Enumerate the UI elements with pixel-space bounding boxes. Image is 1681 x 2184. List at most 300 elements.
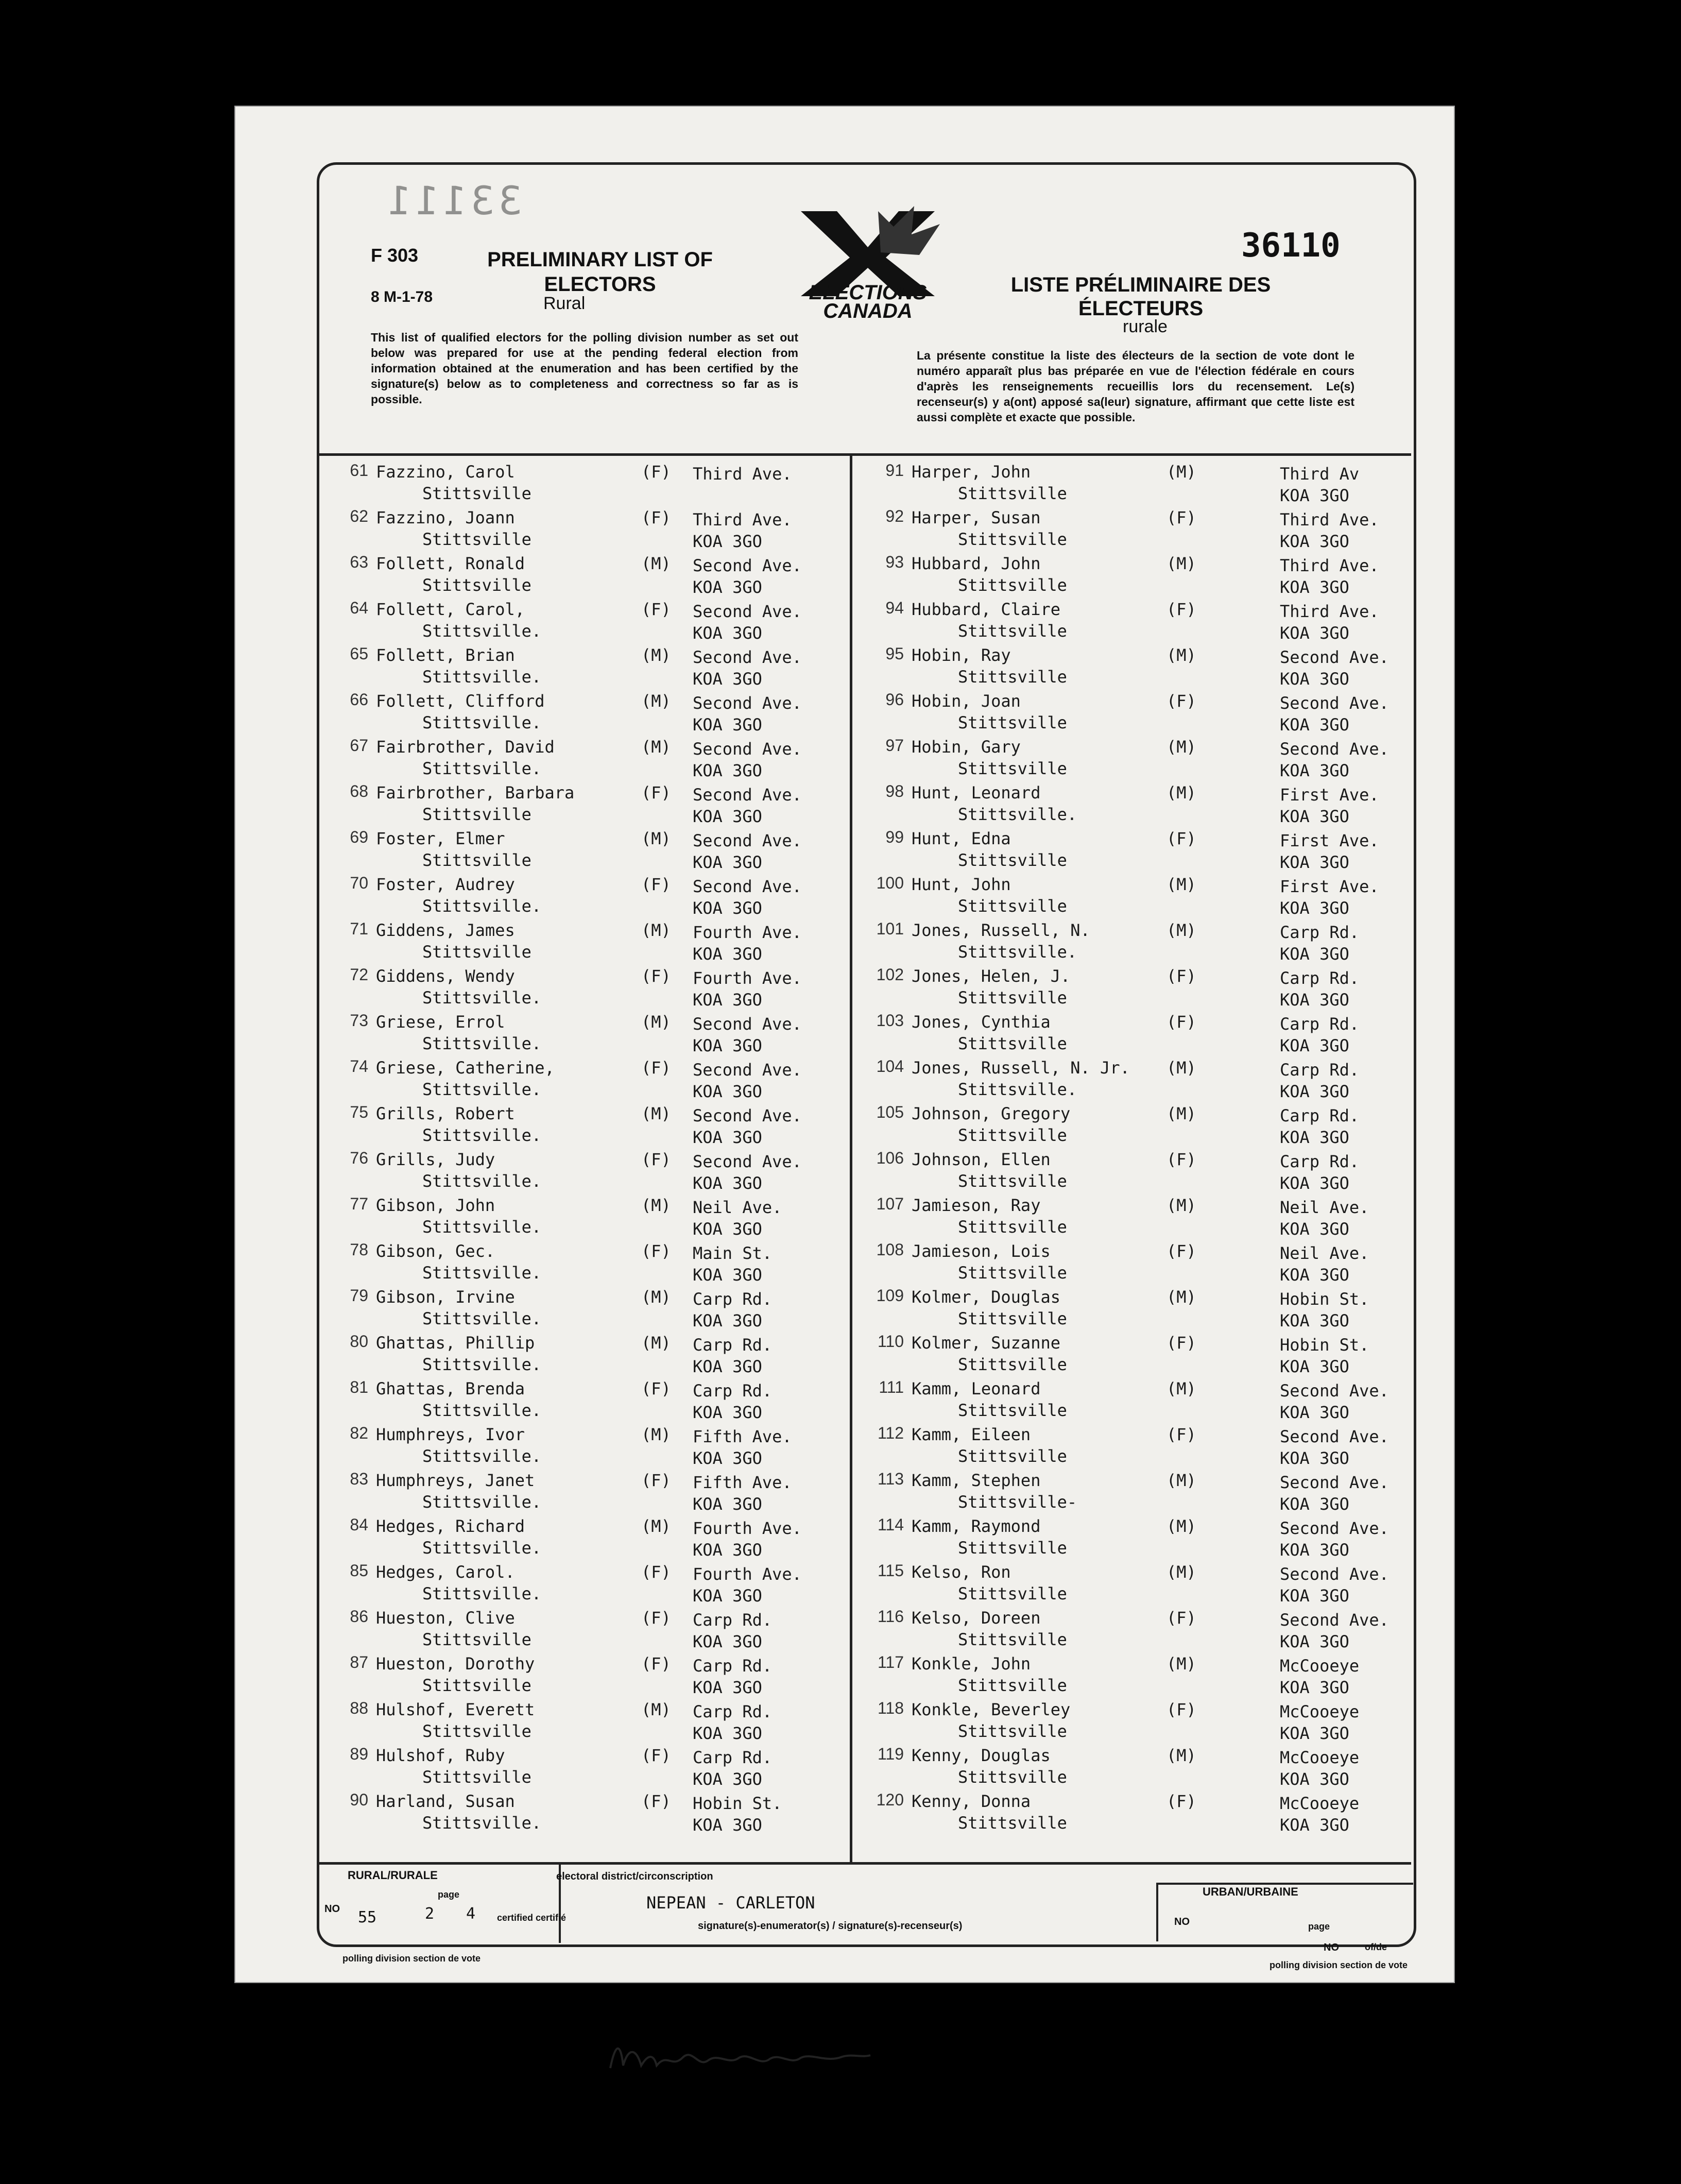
elector-street: Carp Rd.: [693, 1610, 773, 1630]
elector-name: Humphreys, Janet: [376, 1471, 535, 1490]
elector-town: Stittsville.: [422, 1401, 542, 1420]
elector-town: Stittsville: [958, 1125, 1067, 1145]
footer: [317, 1865, 1411, 1970]
form-date: 8 M-1-78: [371, 288, 433, 305]
elector-name: Jones, Cynthia: [912, 1012, 1051, 1032]
elector-postal-code: KOA 3GO: [1280, 1769, 1349, 1789]
elector-number: 103: [876, 1011, 904, 1030]
elector-sex: (F): [1167, 600, 1196, 619]
elector-street: Second Ave.: [693, 647, 802, 667]
elector-postal-code: KOA 3GO: [693, 715, 762, 735]
elector-sex: (F): [641, 600, 671, 619]
elector-sex: (F): [641, 783, 671, 803]
elector-street: Fourth Ave.: [693, 923, 802, 942]
elector-postal-code: KOA 3GO: [693, 1724, 762, 1743]
elector-town: Stittsville: [958, 1676, 1067, 1695]
elector-number: 76: [350, 1149, 368, 1167]
elector-town: Stittsville: [958, 1767, 1067, 1787]
intro-english: This list of qualified electors for the polling division number as set out below was prepared for use at the pending federal election from information obtained at the enumeration and has been certified by the signature(s) below as to completeness and correctness so far as is possible.: [371, 331, 798, 406]
elector-name: Jones, Russell, N. Jr.: [912, 1058, 1130, 1078]
elector-sex: (M): [1167, 1746, 1196, 1765]
elector-town: Stittsville: [958, 575, 1067, 595]
elector-number: 100: [876, 874, 904, 892]
electors-list-left: [322, 461, 837, 1836]
elector-postal-code: KOA 3GO: [1280, 1082, 1349, 1101]
elector-sex: (M): [641, 829, 671, 848]
elector-town: Stittsville.: [958, 942, 1077, 962]
elector-sex: (F): [1167, 1700, 1196, 1719]
elector-sex: (M): [1167, 1471, 1196, 1490]
elector-entry: [322, 1424, 837, 1470]
logo-text: ELECTIONS CANADA: [809, 281, 927, 322]
elector-entry: [857, 690, 1389, 736]
elector-entry: [857, 1424, 1389, 1470]
elector-number: 61: [350, 461, 368, 480]
elector-sex: (F): [641, 875, 671, 894]
elector-entry: [322, 553, 837, 599]
elector-name: Hueston, Clive: [376, 1608, 515, 1628]
elector-name: Harper, Susan: [912, 508, 1041, 527]
elector-town: Stittsville: [958, 1171, 1067, 1191]
elector-number: 101: [876, 919, 904, 938]
elector-name: Harland, Susan: [376, 1791, 515, 1811]
elector-number: 104: [876, 1057, 904, 1076]
elector-town: Stittsville: [958, 988, 1067, 1008]
elector-name: Fairbrother, David: [376, 737, 555, 757]
elector-postal-code: KOA 3GO: [693, 944, 762, 964]
elector-postal-code: KOA 3GO: [1280, 990, 1349, 1010]
elector-town: Stittsville.: [422, 1446, 542, 1466]
elector-entry: [857, 782, 1379, 828]
title-french: LISTE PRÉLIMINAIRE DES ÉLECTEURS: [1010, 274, 1271, 320]
elector-sex: (F): [1167, 508, 1196, 527]
elector-sex: (F): [641, 1471, 671, 1490]
elector-sex: (M): [1167, 875, 1196, 894]
elector-entry: [322, 1195, 837, 1240]
elector-postal-code: KOA 3GO: [693, 1632, 762, 1651]
elector-postal-code: KOA 3GO: [693, 1173, 762, 1193]
elector-street: Carp Rd.: [693, 1656, 773, 1676]
elector-sex: (F): [1167, 1241, 1196, 1261]
elector-town: Stittsville: [958, 621, 1067, 641]
elector-town: Stittsville: [958, 896, 1067, 916]
elector-postal-code: KOA 3GO: [693, 990, 762, 1010]
elector-postal-code: KOA 3GO: [1280, 1586, 1349, 1606]
elector-postal-code: KOA 3GO: [693, 1357, 762, 1376]
elector-entry: [857, 1149, 1373, 1195]
elector-number: 70: [350, 874, 368, 892]
elector-street: Second Ave.: [693, 1152, 802, 1171]
elector-town: Stittsville: [958, 1813, 1067, 1833]
elector-entry: [857, 874, 1379, 919]
elector-sex: (F): [641, 1058, 671, 1078]
certified-label: certified certifié: [497, 1913, 567, 1923]
elector-sex: (M): [1167, 1058, 1196, 1078]
elector-name: Jones, Russell, N.: [912, 920, 1090, 940]
elector-town: Stittsville: [958, 1401, 1067, 1420]
elector-town: Stittsville.: [422, 988, 542, 1008]
elector-sex: (F): [641, 1379, 671, 1398]
elector-entry: [322, 1699, 837, 1745]
elector-number: 116: [877, 1607, 904, 1626]
elector-name: Follett, Carol,: [376, 600, 525, 619]
elector-entry: [322, 874, 837, 919]
elector-town: Stittsville: [422, 1767, 531, 1787]
subtitle-english: Rural: [543, 294, 586, 313]
elector-town: Stittsville: [958, 1721, 1067, 1741]
elector-entry: [857, 1286, 1373, 1332]
elector-entry: [857, 644, 1389, 690]
elector-name: Konkle, Beverley: [912, 1700, 1071, 1719]
elector-number: 87: [350, 1653, 368, 1671]
elector-postal-code: KOA 3GO: [1280, 486, 1349, 505]
elector-town: Stittsville: [958, 1630, 1067, 1649]
elector-postal-code: KOA 3GO: [693, 1128, 762, 1147]
elector-name: Hubbard, Claire: [912, 600, 1060, 619]
elector-postal-code: KOA 3GO: [1280, 1724, 1349, 1743]
elector-town: Stittsville: [422, 530, 531, 549]
elector-town: Stittsville.: [422, 1813, 542, 1833]
elector-town: Stittsville.: [422, 896, 542, 916]
elector-postal-code: KOA 3GO: [693, 1678, 762, 1697]
elector-street: Carp Rd.: [693, 1748, 773, 1767]
elector-number: 99: [885, 828, 904, 846]
elector-postal-code: KOA 3GO: [693, 1494, 762, 1514]
polling-division-label: polling division section de vote: [342, 1953, 481, 1964]
elector-entry: [322, 1378, 837, 1424]
elector-number: 92: [885, 507, 904, 525]
elector-number: 69: [350, 828, 368, 846]
elector-name: Kolmer, Suzanne: [912, 1333, 1060, 1353]
elector-name: Hunt, Leonard: [912, 783, 1041, 803]
polling-no-label: NO: [324, 1903, 340, 1915]
elector-number: 102: [876, 965, 904, 984]
elector-postal-code: KOA 3GO: [1280, 1403, 1349, 1422]
elector-entry: [857, 736, 1389, 782]
elector-name: Hedges, Carol.: [376, 1562, 515, 1582]
elector-name: Harper, John: [912, 462, 1031, 482]
elector-name: Gibson, Gec.: [376, 1241, 495, 1261]
elector-entry: [857, 1240, 1373, 1286]
elector-number: 73: [350, 1011, 368, 1030]
elector-number: 91: [885, 461, 904, 480]
elector-street: Carp Rd.: [693, 1381, 773, 1401]
elector-number: 109: [876, 1286, 904, 1305]
elector-sex: (F): [1167, 1150, 1196, 1169]
elector-entry: [322, 1607, 837, 1653]
elector-postal-code: KOA 3GO: [1280, 1357, 1349, 1376]
elector-postal-code: KOA 3GO: [693, 1815, 762, 1835]
elector-number: 96: [885, 690, 904, 709]
elector-sex: (M): [641, 1333, 671, 1353]
elector-postal-code: KOA 3GO: [1280, 1448, 1349, 1468]
elector-name: Grills, Judy: [376, 1150, 495, 1169]
urban-of-label: of/de: [1365, 1942, 1387, 1952]
elector-town: Stittsville.: [422, 759, 542, 778]
elector-postal-code: KOA 3GO: [1280, 623, 1349, 643]
elector-street: Second Ave.: [693, 877, 802, 896]
elector-town: Stittsville: [422, 805, 531, 824]
elector-postal-code: KOA 3GO: [693, 761, 762, 780]
elector-sex: (M): [1167, 554, 1196, 573]
column-divider: [850, 456, 852, 1862]
elector-town: Stittsville.: [422, 1263, 542, 1283]
elector-postal-code: KOA 3GO: [1280, 1036, 1349, 1055]
elector-name: Follett, Ronald: [376, 554, 525, 573]
elector-street: Fifth Ave.: [693, 1427, 792, 1446]
elector-postal-code: KOA 3GO: [693, 1540, 762, 1560]
elector-sex: (F): [641, 1150, 671, 1169]
elector-name: Foster, Elmer: [376, 829, 505, 848]
elector-name: Fazzino, Carol: [376, 462, 515, 482]
elector-entry: [857, 1470, 1389, 1515]
elector-town: Stittsville.: [422, 1171, 542, 1191]
elector-street: Second Ave.: [1280, 739, 1389, 759]
elector-street: Hobin St.: [1280, 1289, 1369, 1309]
elector-name: Jones, Helen, J.: [912, 966, 1071, 986]
elector-street: Third Ave.: [1280, 510, 1379, 530]
elector-town: Stittsville.: [958, 805, 1077, 824]
elector-number: 98: [885, 782, 904, 800]
elector-street: Carp Rd.: [1280, 1106, 1360, 1125]
elector-name: Hueston, Dorothy: [376, 1654, 535, 1674]
elector-entry: [322, 461, 837, 507]
elector-entry: [322, 644, 837, 690]
elector-town: Stittsville: [958, 759, 1067, 778]
elector-name: Hobin, Ray: [912, 645, 1011, 665]
elector-entry: [322, 1286, 837, 1332]
elector-town: Stittsville: [958, 1309, 1067, 1328]
elector-postal-code: KOA 3GO: [1280, 1219, 1349, 1239]
elector-town: Stittsville.: [422, 713, 542, 732]
elector-number: 85: [350, 1561, 368, 1580]
elector-sex: (F): [1167, 1608, 1196, 1628]
elector-street: Main St.: [693, 1243, 773, 1263]
elector-entry: [857, 1745, 1373, 1790]
elector-sex: (F): [1167, 829, 1196, 848]
elector-postal-code: KOA 3GO: [693, 669, 762, 689]
elector-town: Stittsville.: [422, 1080, 542, 1099]
elector-number: 68: [350, 782, 368, 800]
elector-street: First Ave.: [1280, 831, 1379, 850]
elector-sex: (M): [1167, 1562, 1196, 1582]
elector-entry: [322, 1332, 837, 1378]
elector-name: Hobin, Gary: [912, 737, 1021, 757]
elector-sex: (M): [1167, 737, 1196, 757]
elector-sex: (F): [641, 462, 671, 482]
electoral-district: NEPEAN - CARLETON: [646, 1893, 815, 1913]
elector-street: Neil Ave.: [1280, 1243, 1369, 1263]
elector-sex: (M): [1167, 1287, 1196, 1307]
elector-town: Stittsville: [958, 1584, 1067, 1603]
elector-sex: (F): [641, 1746, 671, 1765]
elector-town: Stittsville: [958, 713, 1067, 732]
elector-entry: [322, 1515, 837, 1561]
elector-number: 78: [350, 1240, 368, 1259]
elector-town: Stittsville-: [958, 1492, 1077, 1512]
elector-street: Third Ave.: [1280, 602, 1379, 621]
elector-sex: (M): [1167, 783, 1196, 803]
elector-postal-code: KOA 3GO: [693, 1265, 762, 1285]
urban-no-label: NO: [1174, 1916, 1190, 1927]
elector-number: 118: [877, 1699, 904, 1717]
elector-postal-code: KOA 3GO: [1280, 1678, 1349, 1697]
electoral-district-label: electoral district/circonscription: [556, 1871, 713, 1882]
elector-number: 80: [350, 1332, 368, 1351]
elector-street: Fourth Ave.: [693, 968, 802, 988]
elector-postal-code: KOA 3GO: [693, 577, 762, 597]
elector-name: Hobin, Joan: [912, 691, 1021, 711]
elector-sex: (M): [641, 645, 671, 665]
elector-postal-code: KOA 3GO: [693, 852, 762, 872]
rural-label: RURAL/RURALE: [348, 1869, 438, 1882]
elector-number: 90: [350, 1790, 368, 1809]
elector-entry: [857, 1790, 1373, 1836]
elector-entry: [857, 553, 1379, 599]
elector-name: Hubbard, John: [912, 554, 1041, 573]
elector-street: Third Av: [1280, 464, 1360, 484]
elector-entry: [857, 1515, 1389, 1561]
elector-entry: [322, 1790, 837, 1836]
elector-name: Humphreys, Ivor: [376, 1425, 525, 1444]
elector-entry: [857, 828, 1379, 874]
elector-number: 88: [350, 1699, 368, 1717]
elector-postal-code: KOA 3GO: [1280, 577, 1349, 597]
elector-sex: (M): [641, 920, 671, 940]
elector-entry: [322, 1149, 837, 1195]
elector-street: Carp Rd.: [693, 1335, 773, 1355]
elector-entry: [322, 1561, 837, 1607]
elector-street: Second Ave.: [1280, 1564, 1389, 1584]
elector-street: Carp Rd.: [1280, 923, 1360, 942]
elector-town: Stittsville.: [422, 1355, 542, 1374]
elector-entry: [857, 1332, 1373, 1378]
elector-name: Follett, Clifford: [376, 691, 545, 711]
elector-street: Carp Rd.: [693, 1289, 773, 1309]
elector-town: Stittsville: [958, 667, 1067, 687]
elector-town: Stittsville: [958, 850, 1067, 870]
elector-entry: [322, 1470, 837, 1515]
elector-name: Jamieson, Ray: [912, 1196, 1041, 1215]
elector-sex: (M): [1167, 1104, 1196, 1123]
elector-postal-code: KOA 3GO: [1280, 669, 1349, 689]
elector-entry: [857, 965, 1373, 1011]
elector-postal-code: KOA 3GO: [1280, 1815, 1349, 1835]
elector-postal-code: KOA 3GO: [693, 1769, 762, 1789]
elector-sex: (M): [641, 1104, 671, 1123]
elector-number: 65: [350, 644, 368, 663]
elector-street: Hobin St.: [1280, 1335, 1369, 1355]
elector-name: Konkle, John: [912, 1654, 1031, 1674]
elector-town: Stittsville: [422, 850, 531, 870]
elector-sex: (M): [641, 1425, 671, 1444]
elector-town: Stittsville: [422, 1630, 531, 1649]
elector-entry: [857, 1103, 1373, 1149]
page-label: page: [438, 1889, 460, 1900]
elector-postal-code: KOA 3GO: [1280, 1265, 1349, 1285]
elector-name: Fairbrother, Barbara: [376, 783, 575, 803]
elector-number: 66: [350, 690, 368, 709]
elector-entry: [322, 1103, 837, 1149]
elector-number: 86: [350, 1607, 368, 1626]
elector-street: Second Ave.: [693, 602, 802, 621]
elector-street: Third Ave.: [1280, 556, 1379, 575]
title-english: PRELIMINARY LIST OF ELECTORS: [487, 248, 713, 296]
elector-town: Stittsville: [958, 1263, 1067, 1283]
elector-name: Johnson, Ellen: [912, 1150, 1051, 1169]
elector-postal-code: KOA 3GO: [693, 1219, 762, 1239]
elector-number: 81: [350, 1378, 368, 1396]
elector-number: 84: [350, 1515, 368, 1534]
elector-number: 82: [350, 1424, 368, 1442]
elector-town: Stittsville: [958, 484, 1067, 503]
elector-street: Second Ave.: [693, 693, 802, 713]
elector-number: 117: [877, 1653, 904, 1671]
header-divider: [317, 453, 1411, 456]
elector-sex: (M): [641, 1287, 671, 1307]
elector-town: Stittsville.: [422, 667, 542, 687]
elector-name: Grills, Robert: [376, 1104, 515, 1123]
elector-entry: [857, 1561, 1389, 1607]
elector-postal-code: KOA 3GO: [1280, 898, 1349, 918]
elector-postal-code: KOA 3GO: [1280, 807, 1349, 826]
elector-sex: (F): [641, 1562, 671, 1582]
elector-street: Carp Rd.: [1280, 1014, 1360, 1034]
elector-number: 95: [885, 644, 904, 663]
elector-street: Second Ave.: [1280, 1518, 1389, 1538]
elector-entry: [857, 1607, 1389, 1653]
elector-name: Griese, Errol: [376, 1012, 505, 1032]
elector-number: 115: [877, 1561, 904, 1580]
elector-name: Gibson, Irvine: [376, 1287, 515, 1307]
form-code: F 303: [371, 245, 419, 266]
elector-sex: (F): [1167, 691, 1196, 711]
elector-town: Stittsville: [958, 1034, 1067, 1053]
elector-name: Jamieson, Lois: [912, 1241, 1051, 1261]
elector-postal-code: KOA 3GO: [1280, 715, 1349, 735]
elector-number: 67: [350, 736, 368, 755]
elector-entry: [322, 1745, 837, 1790]
elector-street: Second Ave.: [1280, 647, 1389, 667]
elector-sex: (F): [1167, 1791, 1196, 1811]
elector-street: McCooeye: [1280, 1748, 1360, 1767]
elector-town: Stittsville.: [422, 1125, 542, 1145]
urban-no2-label: NO: [1324, 1942, 1339, 1953]
elector-sex: (M): [641, 691, 671, 711]
elector-street: Second Ave.: [693, 739, 802, 759]
elector-entry: [857, 1653, 1373, 1699]
elector-sex: (M): [641, 1012, 671, 1032]
elector-name: Gibson, John: [376, 1196, 495, 1215]
elector-postal-code: KOA 3GO: [1280, 1494, 1349, 1514]
elector-postal-code: KOA 3GO: [693, 898, 762, 918]
elector-street: First Ave.: [1280, 877, 1379, 896]
elector-name: Ghattas, Brenda: [376, 1379, 525, 1398]
elector-street: Second Ave.: [693, 1060, 802, 1080]
elector-sex: (F): [1167, 1425, 1196, 1444]
urban-label: URBAN/URBAINE: [1203, 1885, 1298, 1898]
elector-name: Kamm, Raymond: [912, 1516, 1041, 1536]
elector-town: Stittsville.: [422, 1034, 542, 1053]
elector-town: Stittsville: [958, 530, 1067, 549]
elector-number: 112: [877, 1424, 904, 1442]
elector-name: Hedges, Richard: [376, 1516, 525, 1536]
elector-postal-code: KOA 3GO: [1280, 1540, 1349, 1560]
elector-street: Fourth Ave.: [693, 1564, 802, 1584]
elector-town: Stittsville.: [422, 1217, 542, 1237]
elector-name: Kamm, Leonard: [912, 1379, 1041, 1398]
elector-town: Stittsville: [958, 1446, 1067, 1466]
